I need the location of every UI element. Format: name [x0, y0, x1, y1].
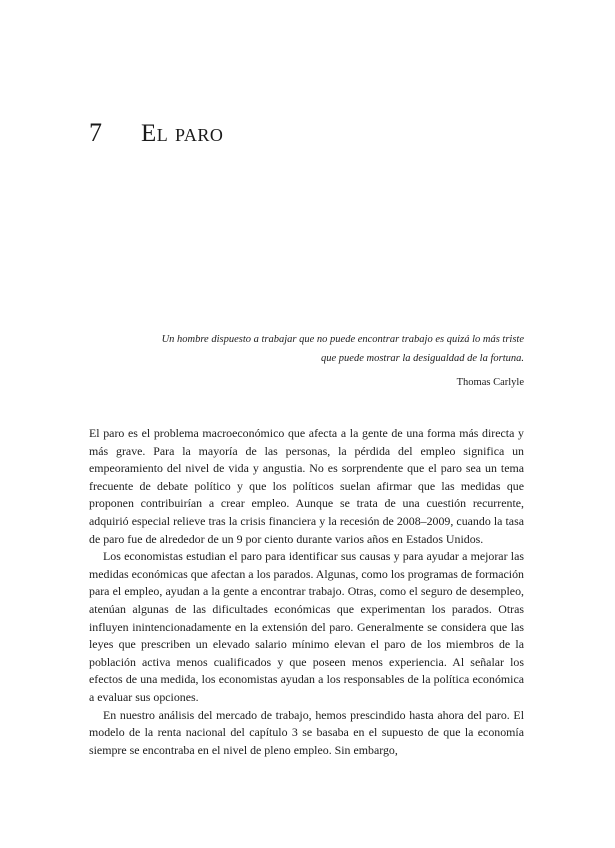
chapter-number: 7	[89, 118, 102, 147]
paragraph: Los economistas estudian el paro para identificar sus causas y para ayudar a mejorar las medidas económicas que afectan a los parados. Algunas, como los programas de formación para el empleo, ayudan a la gente a encontrar trabajo. Otras, como el seguro de desempleo, atenúan algunas de las dificultades económicas que experimentan los parados. Otras influyen inintencionadamente en la extensión del paro. Generalmente se considera que las leyes que prescriben un elevado salario mínimo elevan el paro de los miembros de la población activa menos cualificados y que poseen menos experiencia. Al señalar los efectos de una medida, los economistas ayudan a los responsables de la política económica a evaluar sus opciones.	[89, 549, 524, 704]
paragraph: En nuestro análisis del mercado de trabajo, hemos prescindido hasta ahora del paro. El modelo de la renta nacional del capítulo 3 se basaba en el supuesto de que la economía siempre se encontraba en el nivel de pleno empleo. Sin embargo,	[89, 707, 524, 757]
chapter-heading	[89, 118, 223, 149]
chapter-title: El paro	[141, 120, 224, 147]
paragraph: El paro es el problema macroeconómico que afecta a la gente de una forma más directa y más grave. Para la mayoría de las personas, la pérdida del empleo significa un empeoramiento del nivel de vida y angustia. No es sorprendente que el paro sea un tema frecuente de debate político y que los políticos suelan afirmar que las medidas que proponen contribuirían a crear empleo. Aunque se trata de una cuestión recurrente, adquirió especial relieve tras la crisis financiera y la recesión de 2008–2009, cuando la tasa de paro fue de alrededor de un 9 por ciento durante varios años en Estados Unidos.	[89, 426, 524, 546]
epigraph-author: Thomas Carlyle	[456, 377, 524, 388]
body-text	[89, 425, 524, 759]
epigraph-quote: Un hombre dispuesto a trabajar que no puede encontrar trabajo es quizá lo más triste que puede mostrar la desigualdad de la fortuna.	[161, 334, 524, 364]
